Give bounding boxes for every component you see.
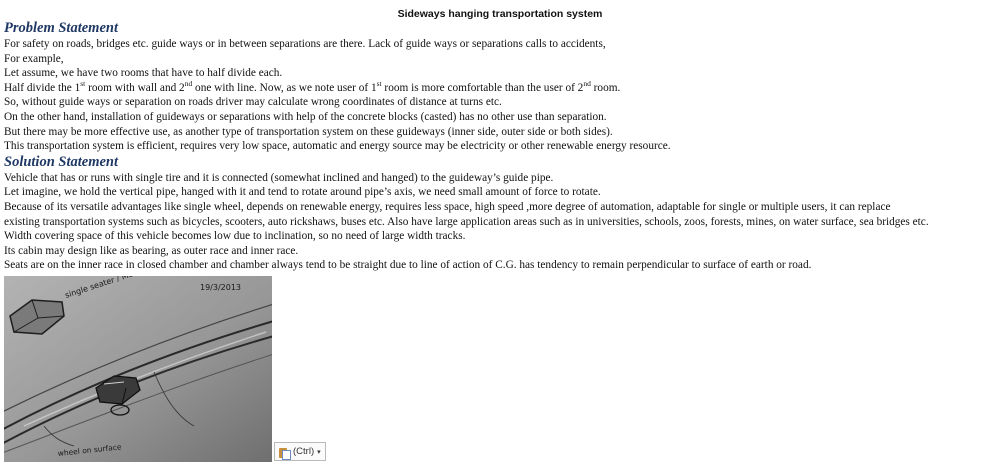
text-line: For example, xyxy=(4,52,64,65)
paste-options-button[interactable] xyxy=(274,442,326,461)
solution-heading: Solution Statement xyxy=(4,153,119,170)
text-line: For safety on roads, bridges etc. guide ways or in between separations are there. Lack of guide ways or separations calls to accidents, xyxy=(4,38,606,50)
sketch-drawing xyxy=(4,276,272,462)
text-segment: room is more comfortable than the user of 2 xyxy=(381,81,584,94)
text-line: Vehicle that has or runs with single tire and it is connected (somewhat inclined and hanged) to the guideway’s guide pipe. xyxy=(4,171,554,184)
sketch-note-bottom: wheel on surface xyxy=(57,442,122,458)
text-line: On the other hand, installation of guideways or separations with help of the concrete blocks (casted) has no other use than separation. xyxy=(4,110,607,123)
text-line: Seats are on the inner race in closed chamber and chamber always tend to be straight due to line of action of C.G. has tendency to remain perpendicular to surface of earth or road. xyxy=(4,259,812,272)
text-line: So, without guide ways or separation on roads driver may calculate wrong coordinates of distance at turns etc. xyxy=(4,96,502,109)
text-segment: room with wall and 2 xyxy=(85,81,185,94)
text-line: Let assume, we have two rooms that have to half divide each. xyxy=(4,67,283,80)
text-line: This transportation system is efficient, requires very low space, automatic and energy source may be electricity or other renewable energy resource. xyxy=(4,140,671,153)
clipboard-icon xyxy=(279,446,290,458)
text-line: existing transportation systems such as bicycles, scooters, auto rickshaws, buses etc. Also have large application areas such as in universities, schools, zoos, forests, mines, on water surface, sea bridges etc. xyxy=(4,215,929,228)
document-title: Sideways hanging transportation system xyxy=(397,8,603,20)
problem-heading: Problem Statement xyxy=(4,20,118,36)
text-segment: room. xyxy=(590,81,621,94)
dropdown-caret-icon: ▾ xyxy=(317,448,321,456)
sketch-date: 19/3/2013 xyxy=(200,283,242,292)
paste-options-label: (Ctrl) xyxy=(293,446,315,457)
text-line: Because of its versatile advantages like single wheel, depends on renewable energy, requires less space, high speed ,more degree of automation, adaptable for single or multiple users, it can replace xyxy=(4,200,891,213)
ordinal-suffix: nd xyxy=(583,79,591,89)
text-line xyxy=(4,81,998,96)
text-line: Let imagine, we hold the vertical pipe, hanged with it and tend to rotate around pipe’s axis, we need small amount of force to rotate. xyxy=(4,186,601,199)
text-line: But there may be more effective use, as another type of transportation system on these guideways (inner side, outer side or both sides). xyxy=(4,125,613,138)
text-segment: one with line. Now, as we note user of 1 xyxy=(192,81,377,94)
document-body xyxy=(4,20,998,273)
text-line: Width covering space of this vehicle becomes low due to inclination, so no need of large width tracks. xyxy=(4,230,466,243)
hand-sketch-image[interactable] xyxy=(4,276,272,462)
solution-paragraph xyxy=(4,171,998,273)
ordinal-suffix: nd xyxy=(184,79,193,89)
ordinal-suffix: st xyxy=(80,79,86,89)
problem-paragraph xyxy=(4,37,998,154)
text-line: Its cabin may design like as bearing, as outer race and inner race. xyxy=(4,244,299,257)
text-segment: Half divide the 1 xyxy=(4,81,81,94)
ordinal-suffix: st xyxy=(376,79,382,89)
